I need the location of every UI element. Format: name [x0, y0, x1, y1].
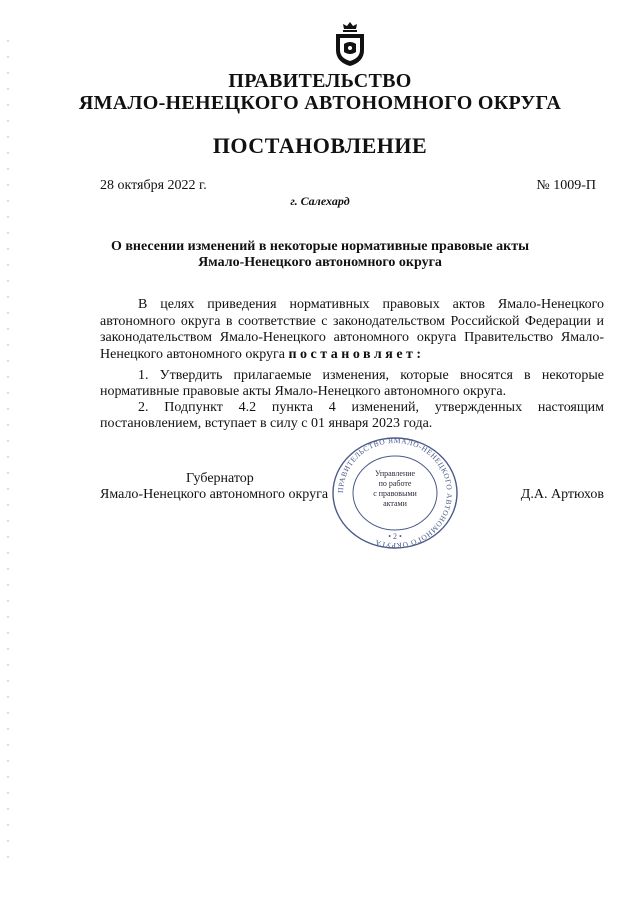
- decree-item-1: 1. Утвердить прилагаемые изменения, которые вносятся в некоторые нормативные правовые акты Ямало-Ненецкого автономного округа.: [100, 368, 604, 399]
- decree-colon: :: [416, 346, 422, 362]
- document-title-line2: Ямало-Ненецкого автономного округа: [198, 255, 442, 270]
- official-stamp: [329, 436, 461, 550]
- document-date: 28 октября 2022 г.: [100, 178, 207, 193]
- stamp-number: • 2 •: [388, 532, 402, 541]
- coat-of-arms-icon: [330, 20, 370, 68]
- government-name-line2: ЯМАЛО-НЕНЕЦКОГО АВТОНОМНОГО ОКРУГА: [78, 92, 562, 114]
- stamp-center-line4: актами: [383, 499, 407, 508]
- stamp-center-line2: по работе: [378, 479, 412, 488]
- signer-title: Губернатор: [186, 471, 254, 486]
- document-number: № 1009-П: [536, 178, 596, 193]
- document-type: ПОСТАНОВЛЕНИЕ: [212, 133, 428, 158]
- document-title-line1: О внесении изменений в некоторые нормативные правовые акты: [110, 239, 530, 254]
- decree-word: постановляет: [288, 346, 417, 362]
- stamp-ring-text: ПРАВИТЕЛЬСТВО ЯМАЛО-НЕНЕЦКОГО АВТОНОМНОГО ОКРУГА: [335, 436, 455, 550]
- decree-item-2: 2. Подпункт 4.2 пункта 4 изменений, утвержденных настоящим постановлением, вступает в силу с 01 января 2023 года.: [100, 400, 604, 431]
- document-city: г. Салехард: [290, 194, 350, 208]
- scan-edge-marks: [6, 40, 10, 870]
- government-name-line1: ПРАВИТЕЛЬСТВО: [228, 70, 412, 92]
- stamp-center-line1: Управление: [374, 469, 416, 478]
- signer-region: Ямало-Ненецкого автономного округа: [100, 487, 329, 502]
- preamble-text: В целях приведения нормативных правовых актов Ямало-Ненецкого автономного округа в соответствие с законодательством Российской Федерации и законодательством Ямало-Ненецкого автономного округа Правительство Ямало-Ненецкого автономного округа: [100, 297, 604, 362]
- preamble-paragraph: [100, 297, 604, 363]
- stamp-center-line3: с правовыми: [373, 489, 417, 498]
- signer-name: Д.А. Артюхов: [520, 487, 604, 502]
